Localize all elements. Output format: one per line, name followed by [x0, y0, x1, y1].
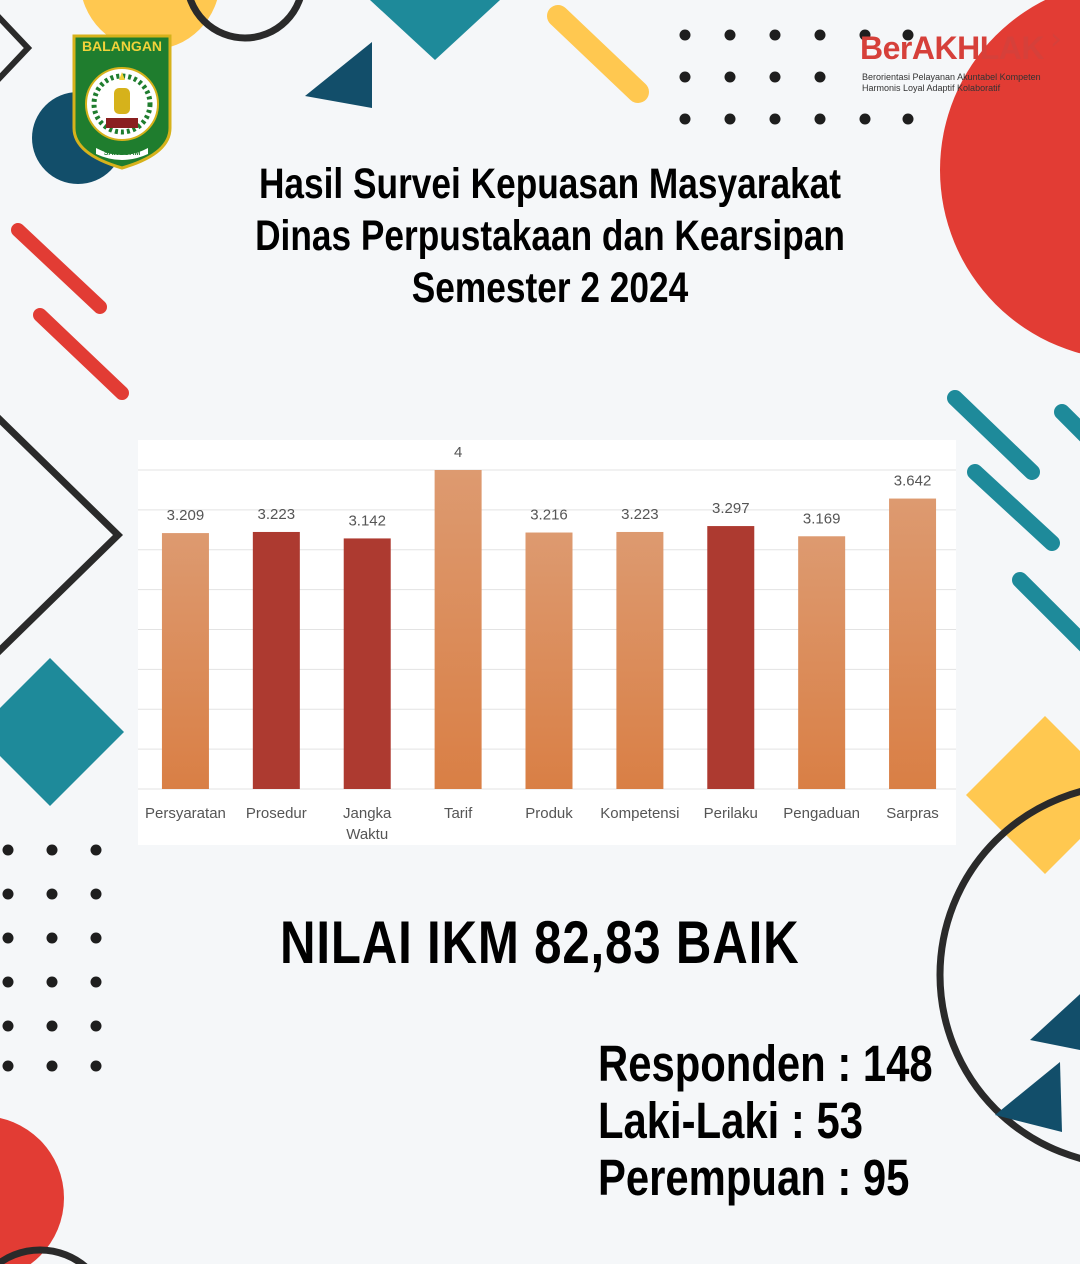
bar-perilaku	[707, 526, 754, 789]
data-label: 3.142	[348, 512, 386, 530]
category-label: Prosedur	[245, 805, 307, 822]
bar-kompetensi	[616, 532, 663, 789]
data-label: 3.209	[166, 507, 205, 525]
category-label: Tarif	[443, 805, 473, 822]
bar-chart	[138, 440, 956, 845]
ikm-result	[0, 908, 1080, 977]
deco-teal-triangle-top	[370, 0, 500, 60]
deco-red-stroke-2	[40, 315, 122, 393]
page-title	[0, 158, 1080, 314]
category-label: Produk	[525, 805, 573, 822]
data-label: 3.169	[802, 510, 841, 528]
deco-navy-triangle-br1	[1030, 985, 1080, 1052]
title-line-1: Hasil Survei Kepuasan Masyarakat	[258, 160, 842, 208]
chart-panel	[138, 440, 956, 845]
data-label: 3.297	[712, 500, 750, 518]
title-line-3: Semester 2 2024	[411, 264, 689, 312]
category-label: Sarpras	[886, 805, 939, 822]
chevron-right-icon: ›	[1050, 22, 1062, 57]
category-label: Kompetensi	[600, 805, 680, 822]
ikm-text: NILAI IKM 82,83 BAIK	[280, 909, 800, 976]
bar-produk	[526, 533, 573, 789]
deco-chevron-top	[0, 10, 28, 86]
deco-yellow-stroke	[558, 16, 638, 92]
berakhlak-tagline-2: Harmonis Loyal Adaptif Kolaboratif	[862, 83, 1001, 93]
category-label: Perilaku	[703, 805, 758, 822]
deco-teal-stroke-3	[1062, 412, 1080, 440]
respondents-male: Laki-Laki : 53	[598, 1092, 863, 1149]
bar-prosedur	[253, 532, 300, 789]
bar-persyaratan	[162, 533, 209, 789]
balangan-emblem	[70, 32, 174, 170]
bar-pengaduan	[798, 536, 845, 789]
title-line-2: Dinas Perpustakaan dan Kearsipan	[255, 212, 845, 260]
data-label: 3.216	[530, 506, 568, 524]
bar-tarif	[435, 470, 482, 789]
category-label: Pengaduan	[783, 805, 861, 822]
bar-sarpras	[889, 499, 936, 789]
emblem-top-label: BALANGAN	[81, 38, 163, 54]
deco-teal-diamond	[0, 658, 124, 806]
data-label: 3.223	[621, 505, 659, 523]
emblem-bottom-label: SANGGAM	[103, 150, 141, 157]
deco-navy-triangle	[305, 42, 372, 108]
deco-teal-stroke-1	[955, 398, 1032, 472]
berakhlak-tagline-1: Berorientasi Pelayanan Akuntabel Kompeten	[862, 72, 1041, 82]
deco-chevron-left	[0, 410, 118, 660]
respondents-total: Responden : 148	[598, 1035, 933, 1092]
respondents-female: Perempuan : 95	[598, 1149, 910, 1206]
deco-teal-stroke-2	[975, 472, 1052, 543]
data-label: 4	[453, 444, 463, 461]
berakhlak-logo	[860, 22, 1075, 100]
berakhlak-brand: BerAKHLAK	[860, 30, 1044, 66]
category-label: Jangka Waktu	[343, 805, 392, 843]
bar-jangka-waktu	[344, 538, 391, 789]
deco-red-circle-bl	[0, 1116, 64, 1264]
data-label: 3.642	[893, 472, 932, 490]
deco-teal-stroke-4	[1020, 580, 1080, 650]
respondent-stats	[598, 1035, 1006, 1206]
berakhlak-tagline	[862, 72, 1041, 94]
data-label: 3.223	[257, 505, 296, 523]
category-label: Persyaratan	[145, 805, 226, 822]
